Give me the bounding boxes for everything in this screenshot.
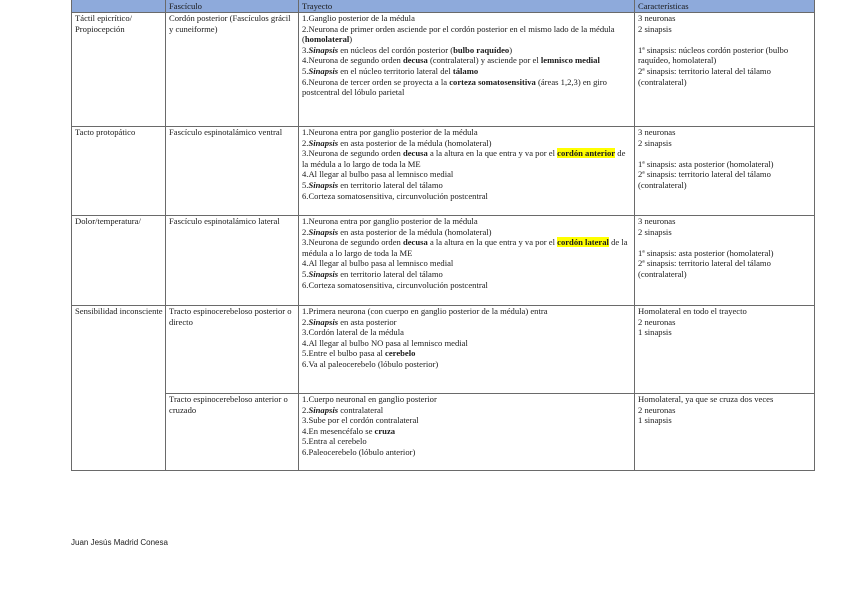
neuron-count: 3 neuronas <box>638 127 676 137</box>
sensation-cell: Dolor/temperatura/ <box>72 216 166 306</box>
step-3: 3.Neurona de segundo orden decusa a la altura en la que entra y va por el cordón lateral de la médula a lo largo de toda la ME <box>302 237 628 258</box>
fascicle-cell: Tracto espinocerebeloso posterior o directo <box>166 306 299 394</box>
characteristics-cell <box>635 394 815 471</box>
step-5: 5.Entra al cerebelo <box>302 436 367 447</box>
step-3: 3.Sube por el cordón contralateral <box>302 415 419 426</box>
highlighted-term: cordón anterior <box>557 148 616 159</box>
table-row <box>72 127 815 216</box>
step-1: 1.Neurona entra por ganglio posterior de la médula <box>302 127 478 137</box>
fascicle-cell: Fascículo espinotalámico lateral <box>166 216 299 306</box>
step-4: 4.Neurona de segundo orden decusa (contralateral) y asciende por el lemnisco medial <box>302 55 600 66</box>
synapse-count: 2 sinapsis <box>638 137 672 148</box>
step-5: 5.Entre el bulbo pasa al cerebelo <box>302 348 416 359</box>
step-1: 1.Neurona entra por ganglio posterior de la médula <box>302 216 478 226</box>
step-2: 2.Sinapsis contralateral <box>302 404 384 415</box>
table-row <box>72 394 815 471</box>
characteristics-cell <box>635 216 815 306</box>
synapse-count: 2 sinapsis <box>638 226 672 237</box>
step-4: 4.Al llegar al bulbo NO pasa al lemnisco medial <box>302 337 468 348</box>
sensation-cell: Sensibilidad inconsciente <box>72 306 166 471</box>
step-2: 2.Sinapsis en asta posterior <box>302 316 397 327</box>
header-fascicle: Fascículo <box>166 0 299 13</box>
header-sensation <box>72 0 166 13</box>
neuron-count: 2 neuronas <box>638 316 676 327</box>
step-3: 3.Sinapsis en núcleos del cordón posterior (bulbo raquídeo) <box>302 44 513 55</box>
header-characteristics: Características <box>635 0 815 13</box>
step-1: 1.Ganglio posterior de la médula <box>302 13 415 23</box>
step-3: 3.Cordón lateral de la médula <box>302 327 404 338</box>
fascicle-cell: Cordón posterior (Fascículos grácil y cuneiforme) <box>166 13 299 127</box>
step-5: 5.Sinapsis en territorio lateral del tálamo <box>302 268 443 279</box>
neuro-pathways-table <box>71 0 815 471</box>
header-trajectory: Trayecto <box>299 0 635 13</box>
step-6: 6.Paleocerebelo (lóbulo anterior) <box>302 446 416 457</box>
first-synapse: 1ª sinapsis: núcleos cordón posterior (bulbo raquídeo, homolateral) <box>638 44 789 66</box>
step-6: 6.Va al paleocerebelo (lóbulo posterior) <box>302 358 439 369</box>
neuron-count: 3 neuronas <box>638 13 676 23</box>
second-synapse: 2ª sinapsis: territorio lateral del tálamo (contralateral) <box>638 65 771 87</box>
trajectory-cell <box>299 216 635 306</box>
synapse-count: 2 sinapsis <box>638 23 672 34</box>
fascicle-cell: Tracto espinocerebeloso anterior o cruzado <box>166 394 299 471</box>
synapse-count: 1 sinapsis <box>638 327 672 338</box>
table-row <box>72 306 815 394</box>
neuron-count: 2 neuronas <box>638 404 676 415</box>
first-synapse: 1ª sinapsis: asta posterior (homolateral) <box>638 247 774 258</box>
fascicle-cell: Fascículo espinotalámico ventral <box>166 127 299 216</box>
second-synapse: 2ª sinapsis: territorio lateral del tálamo (contralateral) <box>638 258 771 279</box>
step-6: 6.Corteza somatosensitiva, circunvolución postcentral <box>302 279 488 290</box>
step-5: 5.Sinapsis en territorio lateral del tálamo <box>302 179 443 190</box>
step-2: 2.Sinapsis en asta posterior de la médula (homolateral) <box>302 137 492 148</box>
step-3: 3.Neurona de segundo orden decusa a la altura en la que entra y va por el cordón anterior de la médula a lo largo de toda la ME <box>302 148 626 169</box>
first-synapse: 1ª sinapsis: asta posterior (homolateral) <box>638 158 774 169</box>
trajectory-cell <box>299 127 635 216</box>
step-6: 6.Corteza somatosensitiva, circunvolución postcentral <box>302 190 488 201</box>
synapse-count: 1 sinapsis <box>638 415 672 426</box>
lateral-note: Homolateral, ya que se cruza dos veces <box>638 394 774 404</box>
step-4: 4.Al llegar al bulbo pasa al lemnisco medial <box>302 258 454 269</box>
characteristics-cell <box>635 127 815 216</box>
sensation-cell: Tacto protopático <box>72 127 166 216</box>
characteristics-cell <box>635 13 815 127</box>
step-5: 5.Sinapsis en el núcleo territorio lateral del tálamo <box>302 65 479 76</box>
step-1: 1.Primera neurona (con cuerpo en ganglio posterior de la médula) entra <box>302 306 548 316</box>
second-synapse: 2ª sinapsis: territorio lateral del tálamo (contralateral) <box>638 169 771 190</box>
lateral-note: Homolateral en todo el trayecto <box>638 306 747 316</box>
step-4: 4.Al llegar al bulbo pasa al lemnisco medial <box>302 169 454 180</box>
step-4: 4.En mesencéfalo se cruza <box>302 425 396 436</box>
step-6: 6.Neurona de tercer orden se proyecta a la corteza somatosensitiva (áreas 1,2,3) en giro postcentral del lóbulo parietal <box>302 76 607 98</box>
step-2: 2.Neurona de primer orden asciende por el cordón posterior en el mismo lado de la médula (homolateral) <box>302 23 615 45</box>
trajectory-cell <box>299 13 635 127</box>
characteristics-cell <box>635 306 815 394</box>
highlighted-term: cordón lateral <box>557 237 609 248</box>
sensation-cell: Táctil epicrítico/ Propiocepción <box>72 13 166 127</box>
step-1: 1.Cuerpo neuronal en ganglio posterior <box>302 394 437 404</box>
author-footer: Juan Jesús Madrid Conesa <box>71 538 168 547</box>
trajectory-cell <box>299 306 635 394</box>
table-header-row <box>72 0 815 13</box>
neuron-count: 3 neuronas <box>638 216 676 226</box>
step-2: 2.Sinapsis en asta posterior de la médula (homolateral) <box>302 226 492 237</box>
table-row <box>72 216 815 306</box>
trajectory-cell <box>299 394 635 471</box>
table-row <box>72 13 815 127</box>
